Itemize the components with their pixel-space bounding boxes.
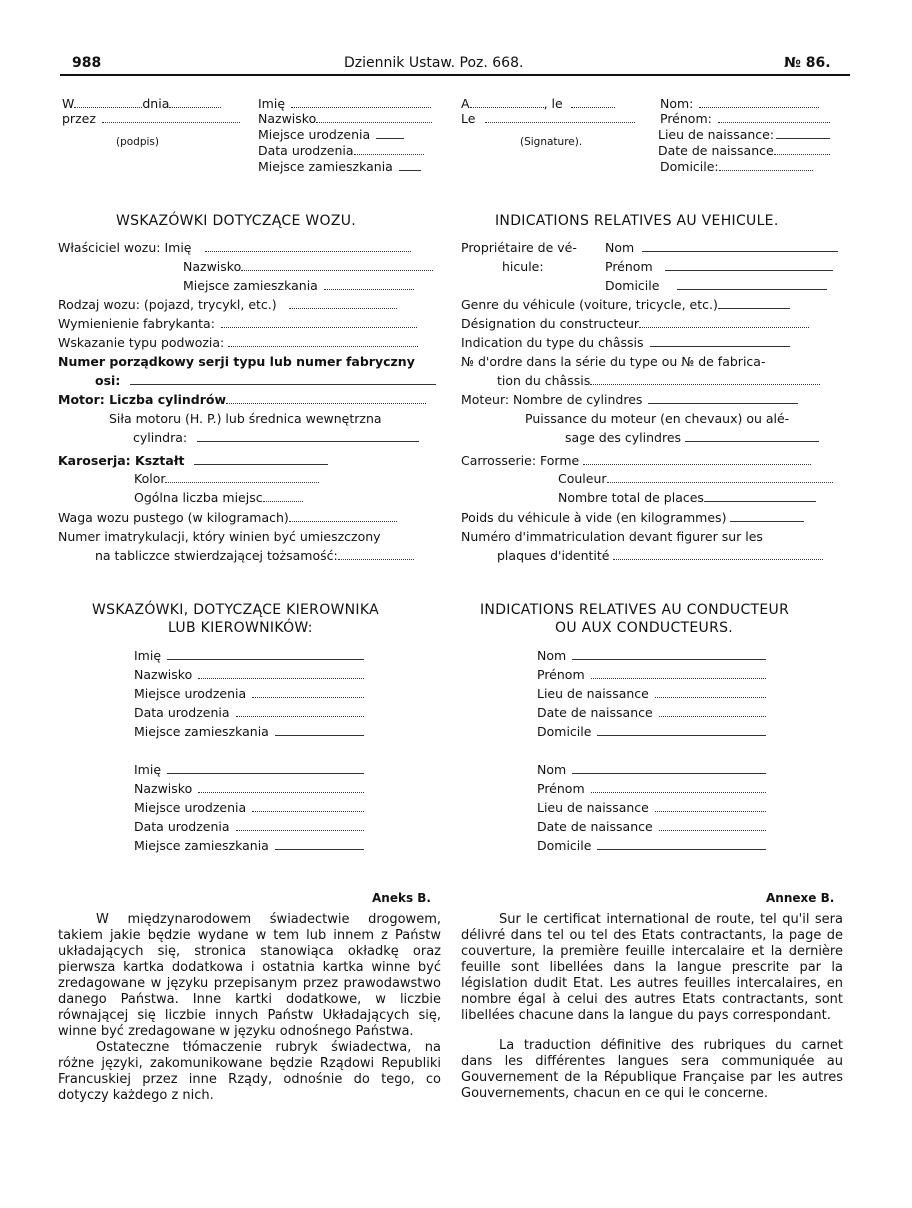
driver-pl-field-1-2 <box>134 667 364 682</box>
sig-pl-miejsce-zam: Miejsce zamieszkania <box>258 159 421 174</box>
vfr-no2: tion du châssis <box>497 373 820 388</box>
driver-fr-field-1-1 <box>537 648 766 663</box>
fill-line <box>167 764 364 774</box>
driver-fr-field-2-4 <box>537 819 766 834</box>
vpl-imatr1: Numer imatrykulacji, który winien być umieszczony <box>58 529 381 544</box>
fill-line <box>659 820 766 831</box>
vehicle-fr-heading: INDICATIONS RELATIVES AU VEHICULE. <box>495 213 779 229</box>
field-label: Miejsce urodzenia <box>134 686 247 701</box>
vfr-couleur: Couleur <box>558 471 833 486</box>
driver-fr-field-1-5 <box>537 724 766 739</box>
annex-pl-p1: W międzynarodowem świadectwie drogowem, takiem jakie będzie wydane w tem lub innem z Państw układających się, stronica stanowiąca okładkę oraz pierwsza kartka dodatkowa i ostatnia kartka winne być zredagowane w języku przepisanym przez prawodawstwo danego Państwa. Inne kartki dodatkowe, w liczbie równającej się liczbie innych Państw Układających się, winne być zredagowane w języku odnośnego Państwa. <box>58 912 441 1039</box>
issue-number: № 86. <box>784 55 831 71</box>
vfr-design: Désignation du constructeur <box>461 316 809 331</box>
driver-pl-field-2-1 <box>134 762 364 777</box>
vfr-domicile: Domicile <box>605 278 827 293</box>
field-label: Nazwisko <box>134 781 193 796</box>
sig-fr-a-row: A , le <box>461 96 615 111</box>
vpl-karoserja: Karoserja: Kształt <box>58 453 328 468</box>
vfr-prop2: hicule: <box>502 259 544 274</box>
sig-w-label: W <box>62 96 75 111</box>
vfr-num1: Numéro d'immatriculation devant figurer sur les <box>461 529 763 544</box>
vpl-numer1: Numer porządkowy serji typu lub numer fabryczny <box>58 354 415 369</box>
driver-fr-field-2-5 <box>537 838 766 853</box>
sig-fr-date: Date de naissance <box>658 143 830 158</box>
fill-line <box>597 840 766 850</box>
annex-pl-text <box>58 912 441 1104</box>
annex-fr-text <box>461 912 843 1102</box>
field-label: Miejsce zamieszkania <box>134 838 269 853</box>
fill-line <box>591 668 766 679</box>
vfr-puiss2: sage des cylindres <box>565 430 819 445</box>
field-label: Prénom <box>537 667 585 682</box>
driver-fr-field-2-1 <box>537 762 766 777</box>
fill-line <box>591 782 766 793</box>
field-label: Miejsce urodzenia <box>134 800 247 815</box>
fill-line <box>252 687 364 698</box>
annex-fr-p2: La traduction définitive des rubriques du carnet dans les différentes langues sera communiquée au Gouvernement de la République Française par les autres Gouvernements, chacun en ce qui le concerne. <box>461 1038 843 1101</box>
vpl-nazwisko: Nazwisko <box>183 259 433 274</box>
vpl-imatr2: na tabliczce stwierdzającej tożsamość: <box>95 548 414 563</box>
sig-pl-podpis: (podpis) <box>116 136 159 148</box>
annex-fr-title: Annexe B. <box>766 891 835 905</box>
driver-fr-field-2-2 <box>537 781 766 796</box>
fill-line <box>572 650 766 660</box>
fill-line <box>597 726 766 736</box>
fill-line <box>655 801 766 812</box>
vpl-waga: Waga wozu pustego (w kilogramach) <box>58 510 397 525</box>
fill-line <box>659 706 766 717</box>
page-title: Dziennik Ustaw. Poz. 668. <box>344 55 524 71</box>
field-label: Miejsce zamieszkania <box>134 724 269 739</box>
driver-fr-field-1-4 <box>537 705 766 720</box>
fill-line <box>655 687 766 698</box>
vpl-fabrykant: Wymienienie fabrykanta: <box>58 316 417 331</box>
fill-line <box>167 650 364 660</box>
fill-line <box>275 726 364 736</box>
field-label: Domicile <box>537 838 592 853</box>
driver-pl-field-2-2 <box>134 781 364 796</box>
field-label: Data urodzenia <box>134 819 230 834</box>
vfr-genre: Genre du véhicule (voiture, tricycle, etc.) <box>461 297 790 312</box>
field-label: Nom <box>537 762 567 777</box>
vpl-numer2: osi: <box>95 373 436 388</box>
vpl-miejsce: Miejsce zamieszkania <box>183 278 414 293</box>
vpl-kolor: Kolor <box>134 471 319 486</box>
field-label: Lieu de naissance <box>537 686 649 701</box>
vfr-prop1: Propriétaire de vé- <box>461 240 577 255</box>
driver-fr-heading-2: OU AUX CONDUCTEURS. <box>555 620 734 636</box>
driver-pl-field-1-4 <box>134 705 364 720</box>
driver-fr-field-2-3 <box>537 800 766 815</box>
vpl-miejsc: Ogólna liczba miejsc <box>134 490 303 505</box>
annex-fr-p1: Sur le certificat international de route, tel qu'il sera délivré dans tel ou tel des Etats contractants, la page de couverture, la première feuille intercalaire et la dernière feuille sont libellées dans la langue prescrite par la législation dudit Etat. Les autres feuilles intercalaires, en nombre égal à celui des autres Etats contractants, sont libellées chacune dans la langue du pays correspondant. <box>461 912 843 1023</box>
vfr-chassis: Indication du type du châssis <box>461 335 790 350</box>
sig-fr-prenom: Prénom: <box>660 111 830 126</box>
driver-pl-field-1-5 <box>134 724 364 739</box>
vfr-prenom: Prénom <box>605 259 833 274</box>
sig-fr-le-row: Le <box>461 111 635 126</box>
sig-fr-lieu: Lieu de naissance: <box>658 127 830 142</box>
driver-pl-field-1-1 <box>134 648 364 663</box>
vfr-moteur: Moteur: Nombre de cylindres <box>461 392 798 407</box>
vfr-carr: Carrosserie: Forme <box>461 453 811 468</box>
driver-fr-field-1-3 <box>537 686 766 701</box>
vpl-podwozie: Wskazanie typu podwozia: <box>58 335 418 350</box>
fill-line <box>198 782 364 793</box>
page-number: 988 <box>72 55 102 71</box>
sig-pl-imie: Imię <box>258 96 431 111</box>
driver-pl-field-2-4 <box>134 819 364 834</box>
sig-pl-nazwisko: Nazwisko <box>258 111 432 126</box>
sig-przez-label: przez <box>62 111 96 126</box>
vpl-rodzaj: Rodzaj wozu: (pojazd, trycykl, etc.) <box>58 297 397 312</box>
vpl-motor: Motor: Liczba cylindrów <box>58 392 426 407</box>
sig-pl-przez-row <box>62 111 240 126</box>
vfr-poids: Poids du véhicule à vide (en kilogrammes) <box>461 510 804 525</box>
vehicle-pl-heading: WSKAZÓWKI DOTYCZĄCE WOZU. <box>116 213 357 229</box>
sig-fr-domicile: Domicile: <box>660 159 813 174</box>
driver-pl-field-2-3 <box>134 800 364 815</box>
vfr-puiss1: Puissance du moteur (en chevaux) ou alé- <box>525 411 790 426</box>
field-label: Nom <box>537 648 567 663</box>
sig-fr-nom: Nom: <box>660 96 819 111</box>
sig-fr-signature: (Signature). <box>520 136 583 148</box>
driver-pl-heading-1: WSKAZÓWKI, DOTYCZĄCE KIEROWNIKA <box>92 602 379 618</box>
field-label: Imię <box>134 762 162 777</box>
driver-pl-field-1-3 <box>134 686 364 701</box>
driver-fr-field-1-2 <box>537 667 766 682</box>
fill-line <box>252 801 364 812</box>
fill-line <box>572 764 766 774</box>
fill-line <box>236 706 365 717</box>
field-label: Domicile <box>537 724 592 739</box>
field-label: Nazwisko <box>134 667 193 682</box>
field-label: Lieu de naissance <box>537 800 649 815</box>
sig-dnia-label: dnia <box>142 96 170 111</box>
field-label: Imię <box>134 648 162 663</box>
vpl-sila1: Siła motoru (H. P.) lub średnica wewnętrzna <box>109 411 382 426</box>
fill-line <box>236 820 365 831</box>
vfr-no1: № d'ordre dans la série du type ou № de fabrica- <box>461 354 766 369</box>
sig-pl-w-row <box>62 96 221 111</box>
vfr-num2: plaques d'identité <box>497 548 823 563</box>
fill-line <box>275 840 364 850</box>
vpl-sila2: cylindra: <box>133 430 419 445</box>
vfr-nom: Nom <box>605 240 838 255</box>
driver-pl-field-2-5 <box>134 838 364 853</box>
field-label: Date de naissance <box>537 819 653 834</box>
annex-pl-title: Aneks B. <box>372 891 431 905</box>
field-label: Prénom <box>537 781 585 796</box>
driver-fr-heading-1: INDICATIONS RELATIVES AU CONDUCTEUR <box>480 602 790 618</box>
field-label: Data urodzenia <box>134 705 230 720</box>
vpl-owner: Właściciel wozu: Imię <box>58 240 411 255</box>
vfr-places: Nombre total de places <box>558 490 816 505</box>
sig-pl-data-ur: Data urodzenia <box>258 143 424 158</box>
fill-line <box>198 668 364 679</box>
field-label: Date de naissance <box>537 705 653 720</box>
driver-pl-heading-2: LUB KIEROWNIKÓW: <box>168 620 313 636</box>
header-rule <box>60 74 850 76</box>
sig-pl-miejsce-ur: Miejsce urodzenia <box>258 127 404 142</box>
annex-pl-p2: Ostateczne tłómaczenie rubryk świadectwa, na różne języki, zakomunikowane będzie Rządowi Republiki Francuskiej przez inne Rządy, odnośnie do tego, co dotyczy każdego z nich. <box>58 1040 441 1103</box>
